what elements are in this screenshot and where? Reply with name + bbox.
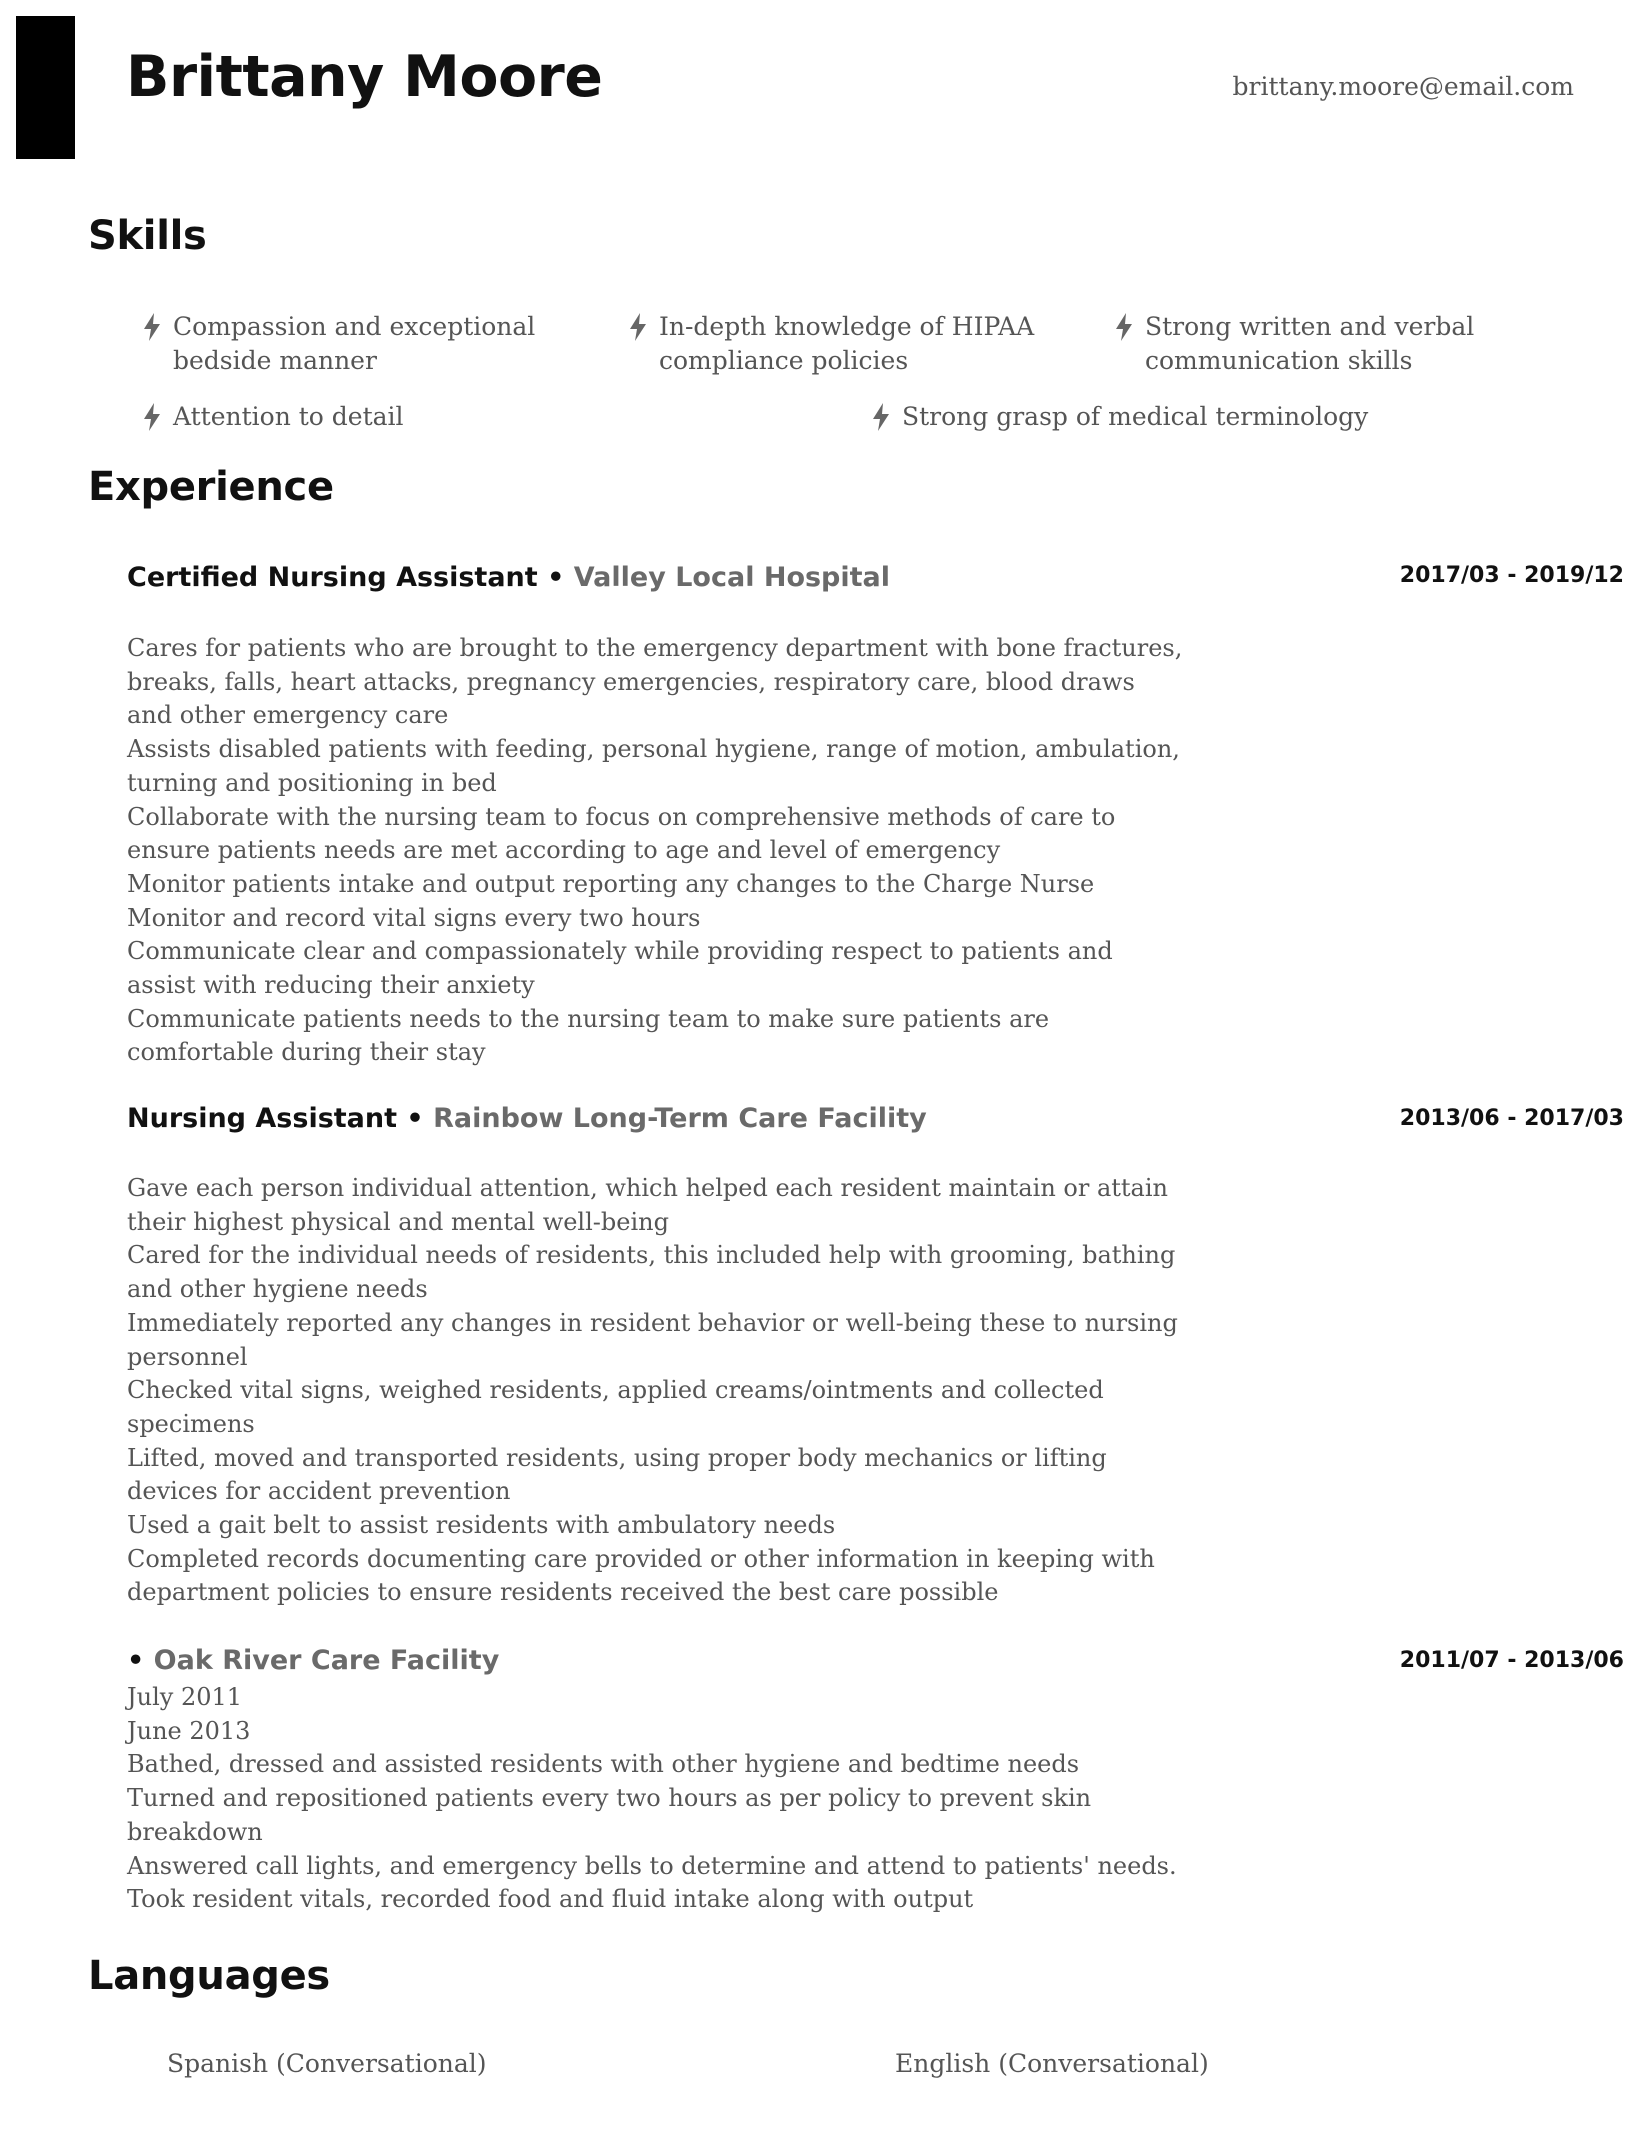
job-bullet: Checked vital signs, weighed residents, applied creams/ointments and collected specimens [127, 1376, 1104, 1438]
job-bullet: Assists disabled patients with feeding, personal hygiene, range of motion, ambulation, turning and positioning in bed [127, 735, 1180, 797]
job-bullet: Immediately reported any changes in resident behavior or well-being these to nursing personnel [127, 1308, 1178, 1371]
job-company: Oak River Care Facility [153, 1645, 500, 1676]
language-item: Spanish (Conversational) [167, 2049, 487, 2078]
job-bullet: Monitor and record vital signs every two hours [127, 903, 701, 932]
job-dates: 2011/07 - 2013/06 [1399, 1648, 1624, 1673]
job-bullet: Bathed, dressed and assisted residents with other hygiene and bedtime needs [127, 1750, 1080, 1779]
skill-label: In-depth knowledge of HIPAA compliance policies [659, 312, 1035, 375]
job-title: Nursing Assistant [127, 1103, 398, 1134]
job-separator: • [127, 1645, 154, 1676]
job-separator: • [537, 562, 574, 593]
skill-item [627, 310, 1057, 378]
section-title-skills: Skills [88, 213, 207, 259]
lightning-bolt-icon [141, 312, 163, 342]
skill-label: Compassion and exceptional bedside manner [173, 312, 536, 375]
lightning-bolt-icon [1113, 312, 1135, 342]
job-description [127, 1681, 1187, 1917]
skill-label: Strong grasp of medical terminology [902, 402, 1369, 431]
job-bullet: June 2013 [127, 1716, 251, 1745]
job-dates: 2013/06 - 2017/03 [1399, 1106, 1624, 1131]
skill-item [1113, 310, 1513, 378]
job-bullet: Turned and repositioned patients every two hours as per policy to prevent skin breakdown [127, 1784, 1092, 1846]
job-separator: • [397, 1103, 434, 1134]
job-company: Valley Local Hospital [573, 562, 891, 593]
job-company: Rainbow Long-Term Care Facility [433, 1103, 927, 1134]
job-dates: 2017/03 - 2019/12 [1399, 563, 1624, 588]
job-bullet: Gave each person individual attention, which helped each resident maintain or attain their highest physical and mental well-being [127, 1174, 1168, 1236]
job-bullet: Took resident vitals, recorded food and fluid intake along with output [127, 1885, 974, 1914]
job-header [127, 1102, 927, 1136]
language-item: English (Conversational) [895, 2049, 1209, 2078]
job-bullet: July 2011 [127, 1683, 243, 1711]
job-bullet: Communicate patients needs to the nursing team to make sure patients are comfortable during their stay [127, 1004, 1050, 1067]
job-bullet: Cared for the individual needs of residents, this included help with grooming, bathing and other hygiene needs [127, 1241, 1176, 1304]
job-description [127, 1172, 1187, 1610]
candidate-name: Brittany Moore [126, 44, 603, 110]
job-header [127, 561, 890, 595]
skill-item [141, 400, 661, 434]
job-header [127, 1644, 499, 1678]
job-bullet: Communicate clear and compassionately while providing respect to patients and assist with reducing their anxiety [127, 937, 1113, 1000]
skill-label: Strong written and verbal communication skills [1145, 312, 1475, 375]
lightning-bolt-icon [870, 402, 892, 432]
skill-item [141, 310, 611, 378]
lightning-bolt-icon [627, 312, 649, 342]
job-bullet: Monitor patients intake and output reporting any changes to the Charge Nurse [127, 869, 1095, 898]
skill-label: Attention to detail [173, 402, 404, 431]
section-title-experience: Experience [88, 464, 334, 510]
section-title-languages: Languages [88, 1953, 330, 1999]
header-accent-bar [16, 16, 75, 159]
job-title: Certified Nursing Assistant [127, 562, 538, 593]
job-bullet: Lifted, moved and transported residents, using proper body mechanics or lifting devices for accident prevention [127, 1443, 1107, 1506]
job-bullet: Collaborate with the nursing team to focus on comprehensive methods of care to ensure patients needs are met according to age and level of emergency [127, 802, 1116, 865]
email-address[interactable]: brittany.moore@email.com [1232, 72, 1574, 101]
lightning-bolt-icon [141, 402, 163, 432]
job-bullet: Completed records documenting care provided or other information in keeping with department policies to ensure residents received the best care possible [127, 1544, 1155, 1607]
job-bullet: Used a gait belt to assist residents with ambulatory needs [127, 1511, 836, 1540]
job-bullet: Answered call lights, and emergency bells to determine and attend to patients' needs. [127, 1851, 1177, 1880]
job-bullet: Cares for patients who are brought to the emergency department with bone fractures, breaks, falls, heart attacks, pregnancy emergencies, respiratory care, blood draws and other emergency care [127, 634, 1183, 730]
job-description [127, 632, 1187, 1070]
skill-item [870, 400, 1490, 434]
